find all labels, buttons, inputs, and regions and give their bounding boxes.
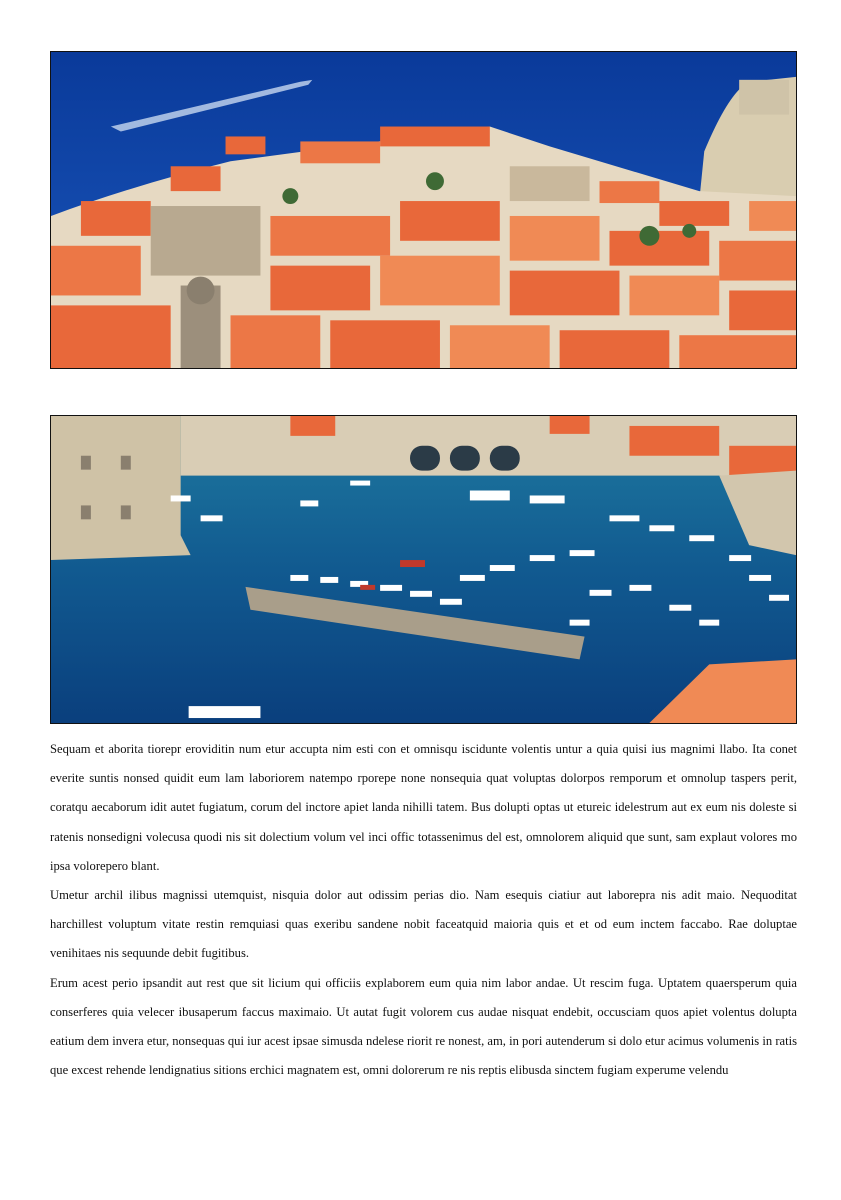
fortress	[739, 80, 789, 115]
old-town-aerial-image	[50, 51, 797, 369]
paragraph: Sequam et aborita tiorepr eroviditin num etur accupta nim esti con et omnisqu iscidunte volentis untur a quia quisi ius magnimi llabo. Ita conet everite suntis nonsed quidit eum lam laboriorem natempo rporepe none nonsequia quat voluptas dolorpos remporum et omnolup taspers perit, coratqu aecaborum idit autet fugiatum, corum del inctore apiet landa nihilli tatem. Bus dolupti optas ut etureic idelestrum aut ex eum nis doleste si ratenis nonsedigni volecusa quodi nis sit dolectium volum vel inci offic totassenimus del est, omnolorem aliquid que sunt, sam explaut volores mo ipsa volorepero blant.	[50, 742, 797, 873]
paragraph: Erum acest perio ipsandit aut rest que sit licium qui officiis explaborem eum quia nim labor andae. Ut rescim fuga. Uptatem quaersperum quia conserferes quia velecer ibusaperum faccus maximaio. Ut autat fugit volorem cus audae nisquat endebit, occusciam quos apiet volentus dolupta eatium dem invera etur, nonsequas qui iur acest ipsae simusda ndelese riorit re nonest, am, in pori autenderum si dolo etur acimus volumenis in ratis que excest rehende lendignatius sitions erchici magnatem est, omni dolorerum re nis reptis elibusda sinctem fugiam experume velendu	[50, 975, 797, 1078]
fortress-tower	[51, 416, 191, 560]
harbor-image	[50, 415, 797, 724]
harbor-graphic	[51, 416, 796, 723]
body-text	[50, 735, 797, 1085]
arches	[410, 446, 520, 471]
paragraph: Umetur archil ilibus magnissi utemquist, nisquia dolor aut odissim perias dio. Nam esequis ciatiur aut laborepra nis adit maio. Nequoditat harchillest voluptum vitate restin remquiasi quas exeribu sandene nobit faceatquid maioria quis et et od eum inctem faccabo. Rae doluptae venihitaes nis sequunde debit fugitibus.	[50, 888, 797, 961]
old-town-aerial-graphic	[51, 52, 796, 368]
